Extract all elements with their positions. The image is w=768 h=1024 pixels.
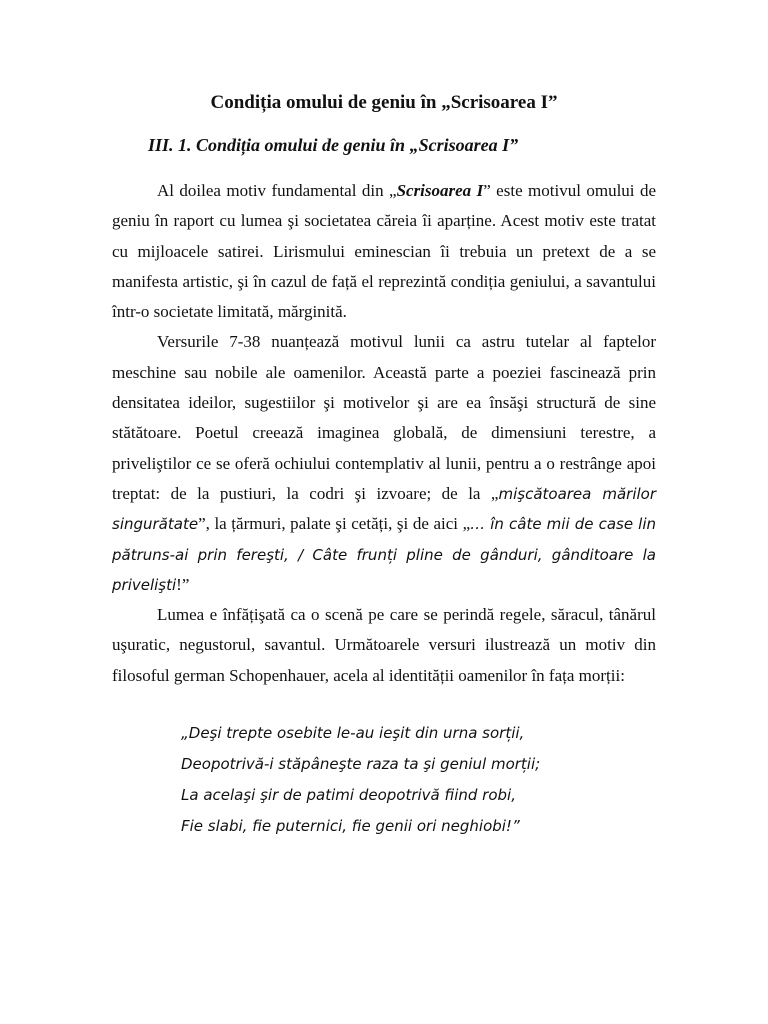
paragraph-2 <box>112 327 656 600</box>
p1-text-c: ” este motivul omului de geniu în raport cu lumea şi societatea căreia îi aparține. Acest motiv este tratat cu mijloacele satirei. Lirismului eminescian îi trebuia un pretext de a se manifesta artistic, şi în cazul de față el reprezintă condiția geniului, a savantului într-o societate limitată, mărginită. <box>112 181 656 322</box>
verse-line: Deopotrivă-i stăpâneşte raza ta şi geniul morții; <box>181 755 541 773</box>
document-title: Condiția omului de geniu în „Scrisoarea I” <box>210 92 558 113</box>
section-heading: III. 1. Condiția omului de geniu în „Scrisoarea I” <box>148 135 519 155</box>
p2-text-a: Versurile 7-38 nuanțează motivul lunii ca astru tutelar al faptelor meschine sau nobile ale oamenilor. Această parte a poeziei fascinează prin densitatea ideilor, sugestiilor şi motivelor şi are ea însăşi structură de sine stătătoare. Poetul creează imaginea globală, de dimensiuni terestre, a priveliştilor ce se oferă ochiului contemplativ al lunii, pentru a o restrânge apoi treptat: de la pustiuri, la codri şi izvoare; de la „ <box>112 332 656 503</box>
p2-citation-1: mişcătoarea mărilor singurătate <box>112 484 656 534</box>
p2-text-e: !” <box>176 574 190 594</box>
body-text <box>112 176 656 691</box>
verse-line: La acelaşi şir de patimi deopotrivă fiind robi, <box>181 786 516 804</box>
paragraph-1 <box>112 176 656 327</box>
p2-text-c: ”, la țărmuri, palate şi cetăți, şi de aici „ <box>198 514 471 534</box>
p2-citation-2: … în câte mii de case lin pătruns-ai prin fereşti, / Câte frunți pline de gânduri, gânditoare la privelişti <box>112 515 657 594</box>
paragraph-3: Lumea e înfățişată ca o scenă pe care se perindă regele, săracul, tânărul uşuratic, negustorul, savantul. Următoarele versuri ilustrează un motiv din filosoful german Schopenhauer, acela al identității oamenilor în fața morții: <box>112 605 656 685</box>
verse-line: „Deşi trepte osebite le-au ieşit din urna sorții, <box>181 724 525 742</box>
verse-line: Fie slabi, fie puternici, fie genii ori neghiobi!” <box>181 817 520 835</box>
verse-quote <box>181 718 540 842</box>
p1-text-a: Al doilea motiv fundamental din „ <box>157 181 397 200</box>
p1-poem-title: Scrisoarea I <box>396 181 484 200</box>
